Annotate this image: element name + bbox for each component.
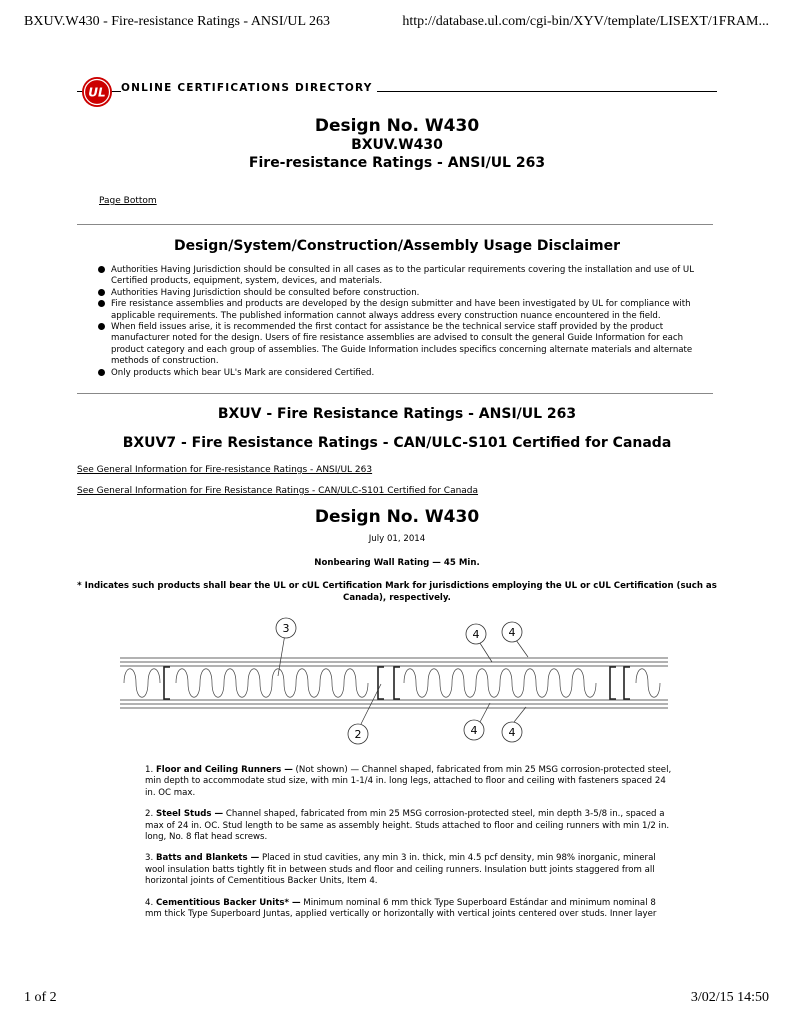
svg-text:UL: UL <box>88 85 106 100</box>
callout-label: 4 <box>472 628 480 641</box>
wall-rating: Nonbearing Wall Rating — 45 Min. <box>314 558 480 568</box>
design-title: Design No. W430 <box>314 507 480 527</box>
section-heading-bxuv7: BXUV7 - Fire Resistance Ratings - CAN/ULC-S101 Certified for Canada <box>122 435 672 451</box>
directory-label: ONLINE CERTIFICATIONS DIRECTORY <box>121 82 377 94</box>
certification-note: * Indicates such products shall bear the UL or cUL Certification Mark for jurisdictions employing the UL or cUL Certification (such as Canada), respectively. <box>77 581 717 603</box>
list-item: Authorities Having Jurisdiction should be consulted in all cases as to the particular requirements covering the installation and use of UL Certified products, equipment, system, devices, and materials. <box>96 265 716 288</box>
print-header-title: BXUV.W430 - Fire-resistance Ratings - ANSI/UL 263 <box>24 14 331 29</box>
callout-label: 4 <box>470 724 478 737</box>
callout-label: 4 <box>508 726 516 739</box>
general-info-canada-link[interactable]: See General Information for Fire Resistance Ratings - CAN/ULC-S101 Certified for Canada <box>77 486 479 496</box>
general-info-ansi-link[interactable]: See General Information for Fire-resistance Ratings - ANSI/UL 263 <box>77 465 373 475</box>
section-heading-bxuv: BXUV - Fire Resistance Ratings - ANSI/UL 263 <box>217 406 577 422</box>
page-title: Design No. W430 <box>314 116 480 136</box>
callout-label: 3 <box>282 622 290 635</box>
disclaimer-list <box>96 265 716 379</box>
ul-logo-icon <box>81 76 113 108</box>
list-item: 2. Steel Studs — Channel shaped, fabricated from min 25 MSG corrosion-protected steel, min depth 3-5/8 in., spaced a max of 24 in. OC. Stud length to be same as assembly height. Studs attached to floor and ceiling runners with min 1/2 in. long, No. 8 flat head screws. <box>145 809 670 843</box>
disclaimer-heading: Design/System/Construction/Assembly Usage Disclaimer <box>173 238 621 254</box>
divider <box>77 393 713 394</box>
page-bottom-link[interactable]: Page Bottom <box>99 196 157 206</box>
print-header-url: http://database.ul.com/cgi-bin/XYV/template/LISEXT/1FRAM... <box>402 14 769 29</box>
list-item: Authorities Having Jurisdiction should be consulted before construction. <box>96 288 716 299</box>
wall-section-drawing <box>118 612 674 752</box>
category-title: Fire-resistance Ratings - ANSI/UL 263 <box>248 155 546 171</box>
callout-label: 2 <box>354 728 362 741</box>
design-date: July 01, 2014 <box>368 534 426 544</box>
print-footer-page: 1 of 2 <box>24 990 57 1005</box>
callout-label: 4 <box>508 626 516 639</box>
list-item: Only products which bear UL's Mark are considered Certified. <box>96 368 716 379</box>
print-footer-datetime: 3/02/15 14:50 <box>690 990 769 1005</box>
category-code: BXUV.W430 <box>351 137 443 153</box>
list-item: When field issues arise, it is recommended the first contact for assistance be the technical service staff provided by the product manufacturer noted for the design. Users of fire resistance assemblies are advised to consult the general Guide Information for each product category and each group of assemblies. The Guide Information includes specifics concerning alternate materials and alternate methods of construction. <box>96 322 716 368</box>
list-item: 3. Batts and Blankets — Placed in stud cavities, any min 3 in. thick, min 4.5 pcf density, min 98% inorganic, mineral wool insulation batts tightly fit in between studs and floor and ceiling runners. Insulation butt joints staggered from all horizontal joints of Cementitious Backer Units, Item 4. <box>145 853 656 887</box>
list-item: 4. Cementitious Backer Units* — Minimum nominal 6 mm thick Type Superboard Estándar and minimum nominal 8 mm thick Type Superboard Juntas, applied vertically or horizontally with vertical joints centered over studs. Inner layer <box>145 897 657 920</box>
divider <box>77 224 713 225</box>
design-items <box>145 765 673 930</box>
list-item: Fire resistance assemblies and products are developed by the design submitter and have been investigated by UL for compliance with applicable requirements. The published information cannot always address every construction nuance encountered in the field. <box>96 299 716 322</box>
list-item: 1. Floor and Ceiling Runners — (Not shown) — Channel shaped, fabricated from min 25 MSG corrosion-protected steel, min depth to accommodate stud size, with min 1-1/4 in. long legs, attached to floor and ceiling with fasteners spaced 24 in. OC max. <box>145 765 672 798</box>
